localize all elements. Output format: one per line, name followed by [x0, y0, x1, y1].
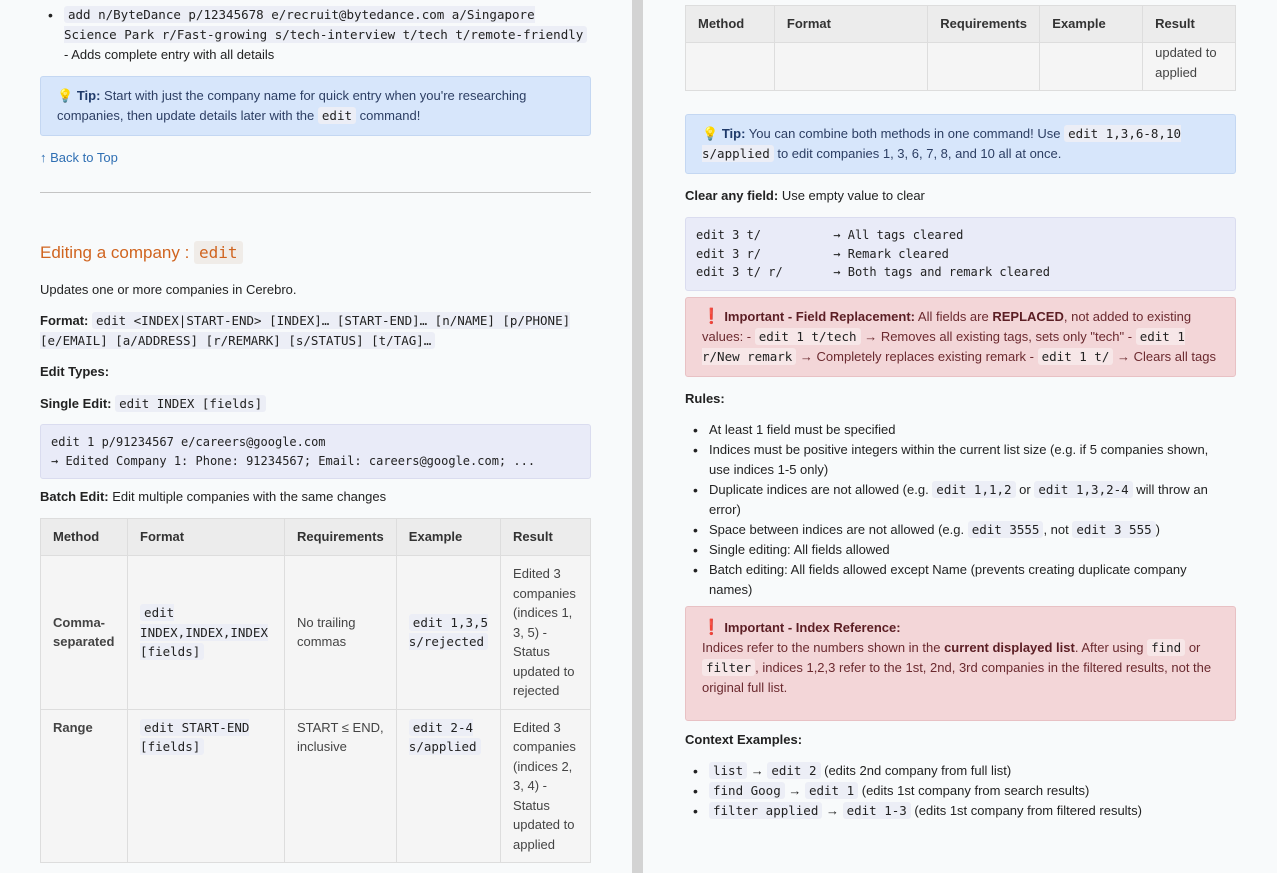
table-cell: No trailing commas	[284, 556, 396, 710]
table-cell	[396, 709, 500, 863]
table-cell	[928, 43, 1040, 91]
table-header: Requirements	[284, 519, 396, 556]
tip-text-end: to edit companies 1, 3, 6, 7, 8, and 10 all at once.	[773, 146, 1062, 161]
add-example-desc: - Adds complete entry with all details	[64, 47, 275, 62]
important-text: . After using	[1074, 640, 1148, 655]
rule-text: will throw an error)	[709, 482, 1208, 517]
method-name: Range	[53, 719, 93, 735]
list-item	[685, 801, 1225, 821]
clear-code-block: edit 3 t/ → All tags cleared edit 3 r/ → Remark cleared edit 3 t/ r/ → Both tags and remark cleared	[685, 217, 1236, 291]
table-header: Format	[128, 519, 285, 556]
batch-edit-line	[40, 487, 386, 507]
table-header: Requirements	[928, 6, 1040, 43]
right-document-pane[interactable]	[643, 0, 1277, 873]
important-code: find	[1147, 639, 1185, 656]
table-cell	[686, 43, 775, 91]
context-code: filter applied	[709, 802, 822, 819]
table-cell	[396, 556, 500, 710]
tip-code: edit 1,3,6-8,10 s/applied	[702, 126, 1181, 161]
tip-text-end: command!	[356, 108, 421, 123]
important-code: edit 1 r/New remark	[702, 329, 1185, 364]
arrow-glyph: →	[822, 803, 843, 818]
method-name: Comma-separated	[53, 614, 115, 650]
batch-edit-table-continued	[685, 5, 1236, 91]
tip-label: Tip:	[721, 126, 746, 141]
context-code: edit 2	[767, 762, 820, 779]
list-item	[685, 520, 1225, 540]
list-item: • Single editing: All fields allowed	[685, 540, 1225, 560]
batch-edit-text: Edit multiple companies with the same changes	[108, 489, 387, 504]
arrow-glyph: →	[747, 763, 768, 778]
section-divider	[40, 192, 591, 193]
tip-label: Tip:	[76, 88, 101, 103]
context-code: edit 1	[805, 782, 858, 799]
lightbulb-icon: 💡	[702, 126, 719, 141]
format-code: edit START-END [fields]	[140, 719, 250, 754]
exclamation-icon: ❗	[702, 308, 721, 325]
list-item	[685, 761, 1225, 781]
section-title-code: edit	[194, 241, 243, 264]
important-strong: REPLACED	[992, 309, 1064, 324]
rules-heading	[685, 389, 725, 409]
tip-callout	[685, 114, 1236, 174]
clear-field-line	[685, 186, 925, 206]
format-line	[40, 311, 591, 351]
table-header: Method	[41, 519, 128, 556]
important-text: Indices refer to the numbers shown in the	[702, 640, 945, 655]
add-example-code: add n/ByteDance p/12345678 e/recruit@bytedance.com a/Singapore Science Park r/Fast-growing s/tech-interview t/tech t/remote-friendly	[64, 6, 587, 43]
list-item: • Batch editing: All fields allowed except Name (prevents creating duplicate company names)	[685, 560, 1225, 600]
list-item	[40, 5, 591, 65]
pane-divider[interactable]	[632, 0, 643, 873]
table-header: Result	[1143, 6, 1236, 43]
batch-edit-label: Batch Edit:	[40, 489, 109, 504]
arrow-glyph: →	[784, 783, 805, 798]
rules-label: Rules:	[685, 391, 725, 406]
section-title-text: Editing a company :	[40, 243, 195, 262]
table-cell	[128, 709, 285, 863]
format-code: edit INDEX,INDEX,INDEX [fields]	[140, 605, 268, 659]
table-cell: Edited 3 companies (indices 2, 3, 4) - Status updated to applied	[501, 709, 591, 863]
important-callout-index-reference	[685, 606, 1236, 721]
rule-code: edit 3555	[968, 521, 1044, 538]
section-title	[40, 243, 243, 263]
tip-callout	[40, 76, 591, 136]
table-cell: Edited 3 companies (indices 1, 3, 5) - Status updated to rejected	[501, 556, 591, 710]
important-text: , indices 1,2,3 refer to the 1st, 2nd, 3rd companies in the filtered results, not the original full list.	[702, 660, 1212, 695]
rule-text: Duplicate indices are not allowed (e.g.	[709, 482, 933, 497]
table-cell: updated to applied	[1143, 43, 1236, 91]
single-edit-label: Single Edit:	[40, 396, 112, 411]
rule-code: edit 1,3,2-4	[1034, 481, 1132, 498]
table-cell	[128, 556, 285, 710]
tip-text: Start with just the company name for quick entry when you're researching companies, then update details later with the	[57, 88, 527, 123]
single-edit-line	[40, 394, 266, 414]
important-strong: current displayed list	[944, 640, 1075, 655]
context-examples-list	[685, 761, 1225, 821]
example-code: edit 1,3,5 s/rejected	[408, 614, 489, 650]
lightbulb-icon: 💡	[57, 88, 74, 103]
context-text: (edits 1st company from filtered results)	[910, 803, 1143, 818]
context-code: edit 1-3	[843, 802, 911, 819]
format-label: Format:	[40, 313, 89, 328]
table-cell: START ≤ END, inclusive	[284, 709, 396, 863]
list-item	[685, 480, 1225, 520]
list-item: • Indices must be positive integers within the current list size (e.g. if 5 companies shown, use indices 1-5 only)	[685, 440, 1225, 480]
important-heading	[702, 618, 1219, 638]
context-text: (edits 2nd company from full list)	[820, 763, 1012, 778]
back-to-top-link[interactable]: ↑ Back to Top	[40, 150, 118, 165]
important-text: → Completely replaces existing remark -	[796, 349, 1038, 364]
table-row	[686, 43, 1236, 91]
important-body	[702, 638, 1219, 698]
important-label: Important - Index Reference:	[724, 620, 901, 635]
table-cell	[1040, 43, 1143, 91]
table-row	[41, 709, 591, 863]
single-edit-code-block: edit 1 p/91234567 e/careers@google.com → Edited Company 1: Phone: 91234567; Email: careers@google.com; ...	[40, 424, 591, 479]
important-text: → Clears all tags	[1113, 349, 1216, 364]
batch-edit-table	[40, 518, 591, 863]
table-row	[41, 556, 591, 710]
add-example-list	[40, 5, 591, 65]
rule-text: , not	[1043, 522, 1073, 537]
rule-code: edit 3 555	[1072, 521, 1155, 538]
table-header-row	[41, 519, 591, 556]
single-edit-code: edit INDEX [fields]	[115, 395, 266, 412]
clear-field-label: Clear any field:	[685, 188, 779, 203]
list-item	[685, 781, 1225, 801]
rule-text: )	[1155, 522, 1160, 537]
example-code: edit 2-4 s/applied	[409, 719, 481, 756]
important-text: or	[1185, 640, 1201, 655]
important-code: edit 1 t/tech	[755, 328, 861, 345]
context-text: (edits 1st company from search results)	[858, 783, 1090, 798]
table-cell	[774, 43, 927, 91]
tip-code: edit	[318, 107, 356, 124]
table-header-row	[686, 6, 1236, 43]
format-code: edit <INDEX|START-END> [INDEX]… [START-END]… [n/NAME] [p/PHONE] [e/EMAIL] [a/ADDRESS] [r/REMARK] [s/STATUS] [t/TAG]…	[40, 313, 571, 348]
edit-types-label: Edit Types:	[40, 364, 110, 379]
edit-types-heading	[40, 362, 109, 382]
important-text: → Removes all existing tags, sets only "tech" -	[860, 329, 1136, 344]
table-header: Method	[686, 6, 775, 43]
context-label: Context Examples:	[685, 732, 803, 747]
section-description: Updates one or more companies in Cerebro.	[40, 282, 297, 297]
table-header: Example	[396, 519, 500, 556]
table-header: Example	[1040, 6, 1143, 43]
clear-field-text: Use empty value to clear	[778, 188, 925, 203]
important-code: filter	[702, 659, 755, 676]
important-code: edit 1 t/	[1038, 348, 1114, 365]
context-examples-heading	[685, 730, 802, 750]
important-label: Important - Field Replacement:	[724, 309, 916, 324]
context-code: find Goog	[709, 782, 785, 799]
left-document-pane[interactable]	[0, 0, 632, 873]
rules-list	[685, 420, 1225, 600]
table-header: Result	[501, 519, 591, 556]
table-cell	[41, 556, 128, 710]
rule-text: or	[1015, 482, 1035, 497]
important-text: , not added to existing values: -	[702, 309, 1192, 344]
list-item: • At least 1 field must be specified	[685, 420, 1225, 440]
context-code: list	[709, 762, 747, 779]
table-cell	[41, 709, 128, 863]
important-callout-field-replacement	[685, 297, 1236, 377]
rule-text: Space between indices are not allowed (e.g.	[709, 522, 968, 537]
important-text: All fields are	[915, 309, 993, 324]
rule-code: edit 1,1,2	[932, 481, 1015, 498]
table-header: Format	[774, 6, 927, 43]
exclamation-icon: ❗	[702, 619, 721, 636]
tip-text: You can combine both methods in one command! Use	[745, 126, 1065, 141]
